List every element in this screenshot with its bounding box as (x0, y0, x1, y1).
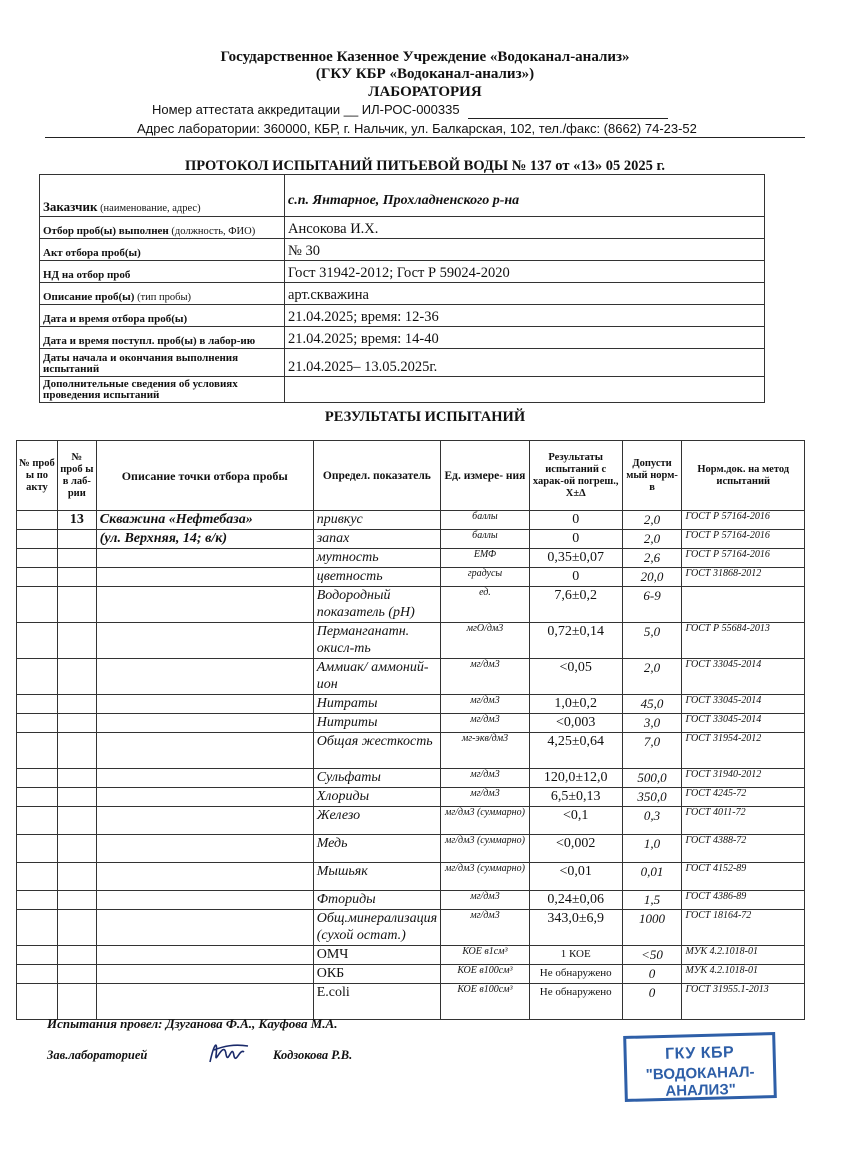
norm-cell: 20,0 (622, 568, 682, 587)
norm-cell: 5,0 (622, 623, 682, 659)
method-doc-cell: МУК 4.2.1018-01 (682, 965, 805, 984)
table-row (17, 769, 805, 788)
result-cell: <0,002 (529, 835, 622, 863)
lab-number-cell (57, 568, 96, 587)
unit-cell: мг/дм3 (441, 659, 530, 695)
head-label: Зав.лабораторией (47, 1048, 148, 1062)
norm-cell: 1,5 (622, 891, 682, 910)
receipt-date-value: 21.04.2025; время: 14-40 (285, 327, 765, 349)
act-number-cell (17, 965, 58, 984)
info-label: НД на отбор проб (40, 261, 285, 283)
method-doc-cell: МУК 4.2.1018-01 (682, 946, 805, 965)
norm-cell: <50 (622, 946, 682, 965)
act-number-cell (17, 788, 58, 807)
act-number-cell (17, 807, 58, 835)
sample-description-value: арт.скважина (285, 283, 765, 305)
info-label: Описание проб(ы) (тип пробы) (40, 283, 285, 305)
indicator-cell: Железо (313, 807, 440, 835)
sample-point-cell (96, 568, 313, 587)
act-number-cell (17, 587, 58, 623)
method-doc-cell: ГОСТ 18164-72 (682, 910, 805, 946)
head-name: Кодзокова Р.В. (273, 1048, 353, 1062)
sample-point-cell (96, 863, 313, 891)
method-doc-cell: ГОСТ 31955.1-2013 (682, 984, 805, 1020)
table-row (17, 788, 805, 807)
sample-point-cell (96, 733, 313, 769)
results-title: РЕЗУЛЬТАТЫ ИСПЫТАНИЙ (324, 409, 526, 425)
normdoc-value: Гост 31942-2012; Гост Р 59024-2020 (285, 261, 765, 283)
additional-info-value (285, 377, 765, 403)
tested-by: Испытания провел: Дзуганова Ф.А., Кауфова М.А. (47, 1016, 338, 1031)
norm-cell: 45,0 (622, 695, 682, 714)
lab-number-cell (57, 530, 96, 549)
results-table (16, 440, 805, 1020)
sample-point-cell (96, 549, 313, 568)
col-header: Определ. показатель (313, 441, 440, 511)
unit-cell: мг/дм3 (441, 910, 530, 946)
info-label: Даты начала и окончания выполнения испытаний (40, 349, 285, 377)
test-period-value: 21.04.2025– 13.05.2025г. (285, 349, 765, 377)
indicator-cell: запах (313, 530, 440, 549)
info-row (40, 283, 765, 305)
table-row (17, 549, 805, 568)
indicator-cell: E.coli (313, 984, 440, 1020)
table-row (17, 835, 805, 863)
unit-cell: ЕМФ (441, 549, 530, 568)
sample-point-cell (96, 695, 313, 714)
result-cell: 343,0±6,9 (529, 910, 622, 946)
col-header: Описание точки отбора пробы (96, 441, 313, 511)
info-row (40, 349, 765, 377)
norm-cell: 1,0 (622, 835, 682, 863)
lab-number-cell (57, 946, 96, 965)
unit-cell: мг/дм3 (441, 714, 530, 733)
unit-cell: ед. (441, 587, 530, 623)
method-doc-cell: ГОСТ 33045-2014 (682, 659, 805, 695)
act-number-cell (17, 769, 58, 788)
indicator-cell: ОМЧ (313, 946, 440, 965)
result-cell: 1 КОЕ (529, 946, 622, 965)
sample-point-cell (96, 623, 313, 659)
method-doc-cell: ГОСТ 4011-72 (682, 807, 805, 835)
info-row (40, 175, 765, 217)
unit-cell: КОЕ в100см³ (441, 965, 530, 984)
indicator-cell: привкус (313, 511, 440, 530)
norm-cell: 350,0 (622, 788, 682, 807)
norm-cell: 1000 (622, 910, 682, 946)
indicator-cell: цветность (313, 568, 440, 587)
sample-info-table (39, 174, 765, 403)
info-row (40, 305, 765, 327)
indicator-cell: Общ.минерализация (сухой остат.) (313, 910, 440, 946)
result-cell: 1,0±0,2 (529, 695, 622, 714)
unit-cell: мг/дм3 (441, 788, 530, 807)
norm-cell: 7,0 (622, 733, 682, 769)
organization-stamp (623, 1032, 777, 1102)
sample-point-cell (96, 965, 313, 984)
results-header-row (17, 441, 805, 511)
info-label: Дополнительные сведения об условиях проведения испытаний (40, 377, 285, 403)
stamp-line-1: ГКУ КБР (664, 1044, 735, 1063)
norm-cell: 500,0 (622, 769, 682, 788)
indicator-cell: Хлориды (313, 788, 440, 807)
method-doc-cell: ГОСТ 31940-2012 (682, 769, 805, 788)
method-doc-cell: ГОСТ 4388-72 (682, 835, 805, 863)
indicator-cell: мутность (313, 549, 440, 568)
indicator-cell: Медь (313, 835, 440, 863)
unit-cell: мг/дм3 (441, 695, 530, 714)
unit-cell: градусы (441, 568, 530, 587)
customer-value: с.п. Янтарное, Прохладненского р-на (285, 175, 765, 217)
col-header: Ед. измере- ния (441, 441, 530, 511)
info-label: Дата и время отбора проб(ы) (40, 305, 285, 327)
indicator-cell: Перманганатн. окисл-ть (313, 623, 440, 659)
norm-cell: 0 (622, 965, 682, 984)
lab-number-cell (57, 549, 96, 568)
lab-number-cell (57, 695, 96, 714)
indicator-cell: Мышьяк (313, 863, 440, 891)
act-number-cell (17, 946, 58, 965)
indicator-cell: ОКБ (313, 965, 440, 984)
unit-cell: баллы (441, 511, 530, 530)
result-cell: 0 (529, 568, 622, 587)
unit-cell: мг/дм3 (441, 769, 530, 788)
sampling-date-value: 21.04.2025; время: 12-36 (285, 305, 765, 327)
sample-point-cell (96, 910, 313, 946)
result-cell: Не обнаружено (529, 965, 622, 984)
table-row (17, 863, 805, 891)
indicator-cell: Нитраты (313, 695, 440, 714)
lab-number-cell (57, 788, 96, 807)
lab-number-cell (57, 659, 96, 695)
indicator-cell: Общая жесткость (313, 733, 440, 769)
table-row (17, 695, 805, 714)
act-number-cell (17, 623, 58, 659)
lab-number-cell: 13 (57, 511, 96, 530)
result-cell: Не обнаружено (529, 984, 622, 1020)
act-number-cell (17, 984, 58, 1020)
table-row (17, 910, 805, 946)
act-number-cell (17, 511, 58, 530)
unit-cell: мгО/дм3 (441, 623, 530, 659)
table-row (17, 965, 805, 984)
result-cell: <0,01 (529, 863, 622, 891)
info-label: Отбор проб(ы) выполнен (должность, ФИО) (40, 217, 285, 239)
info-row (40, 261, 765, 283)
indicator-cell: Водородный показатель (рН) (313, 587, 440, 623)
table-row (17, 946, 805, 965)
table-row (17, 511, 805, 530)
norm-cell: 0,3 (622, 807, 682, 835)
act-number-cell (17, 530, 58, 549)
lab-number-cell (57, 863, 96, 891)
sample-point-cell (96, 984, 313, 1020)
norm-cell: 0,01 (622, 863, 682, 891)
col-header: № проб ы в лаб- рии (57, 441, 96, 511)
unit-cell: мг/дм3 (суммарно) (441, 807, 530, 835)
result-cell: <0,1 (529, 807, 622, 835)
act-number-cell (17, 835, 58, 863)
method-doc-cell: ГОСТ 4386-89 (682, 891, 805, 910)
act-number-cell (17, 549, 58, 568)
result-cell: 0 (529, 530, 622, 549)
norm-cell: 2,6 (622, 549, 682, 568)
result-cell: 120,0±12,0 (529, 769, 622, 788)
unit-cell: мг-экв/дм3 (441, 733, 530, 769)
lab-number-cell (57, 984, 96, 1020)
act-number-cell (17, 659, 58, 695)
result-cell: 0,24±0,06 (529, 891, 622, 910)
norm-cell: 2,0 (622, 511, 682, 530)
lab-number-cell (57, 733, 96, 769)
header-rule (45, 137, 805, 138)
lab-address: Адрес лаборатории: 360000, КБР, г. Нальчик, ул. Балкарская, 102, тел./факс: (8662) 74-23-52 (137, 121, 697, 136)
method-doc-cell: ГОСТ Р 55684-2013 (682, 623, 805, 659)
sample-point-cell (96, 788, 313, 807)
table-row (17, 807, 805, 835)
result-cell: 0,35±0,07 (529, 549, 622, 568)
info-row (40, 239, 765, 261)
accreditation-number: Номер аттестата аккредитации __ ИЛ-РОС-000335 (152, 102, 460, 117)
sample-point-cell (96, 769, 313, 788)
table-row (17, 530, 805, 549)
stamp-line-2: "ВОДОКАНАЛ-АНАЛИЗ" (645, 1063, 755, 1100)
info-row (40, 327, 765, 349)
method-doc-cell: ГОСТ 31954-2012 (682, 733, 805, 769)
table-row (17, 659, 805, 695)
result-cell: 0,72±0,14 (529, 623, 622, 659)
act-number-cell (17, 568, 58, 587)
signature-icon (204, 1034, 254, 1070)
table-row (17, 623, 805, 659)
method-doc-cell: ГОСТ Р 57164-2016 (682, 549, 805, 568)
indicator-cell: Аммиак/ аммоний-ион (313, 659, 440, 695)
sample-point-cell: (ул. Верхняя, 14; в/к) (96, 530, 313, 549)
norm-cell: 2,0 (622, 530, 682, 549)
indicator-cell: Фториды (313, 891, 440, 910)
accreditation-underline (468, 118, 668, 119)
sample-point-cell: Скважина «Нефтебаза» (96, 511, 313, 530)
table-row (17, 891, 805, 910)
lab-number-cell (57, 835, 96, 863)
sample-point-cell (96, 891, 313, 910)
lab-number-cell (57, 623, 96, 659)
method-doc-cell (682, 587, 805, 623)
col-header: Результаты испытаний с харак-ой погреш., Х±Δ (529, 441, 622, 511)
info-label: Дата и время поступл. проб(ы) в лабор-ию (40, 327, 285, 349)
norm-cell: 0 (622, 984, 682, 1020)
sample-point-cell (96, 659, 313, 695)
indicator-cell: Нитриты (313, 714, 440, 733)
lab-number-cell (57, 965, 96, 984)
lab-number-cell (57, 769, 96, 788)
act-number-cell (17, 891, 58, 910)
unit-cell: мг/дм3 (суммарно) (441, 835, 530, 863)
signature (204, 1034, 254, 1070)
sample-point-cell (96, 835, 313, 863)
method-doc-cell: ГОСТ Р 57164-2016 (682, 530, 805, 549)
protocol-title: ПРОТОКОЛ ИСПЫТАНИЙ ПИТЬЕВОЙ ВОДЫ № 137 от «13» 05 2025 г. (184, 158, 666, 174)
sample-point-cell (96, 587, 313, 623)
method-doc-cell: ГОСТ 33045-2014 (682, 714, 805, 733)
unit-cell: КОЕ в100см³ (441, 984, 530, 1020)
org-name: Государственное Казенное Учреждение «Водоканал-анализ» (220, 49, 630, 65)
method-doc-cell: ГОСТ 4245-72 (682, 788, 805, 807)
unit-cell: мг/дм3 (суммарно) (441, 863, 530, 891)
act-number-cell (17, 733, 58, 769)
norm-cell: 6-9 (622, 587, 682, 623)
sample-point-cell (96, 807, 313, 835)
org-short-name: (ГКУ КБР «Водоканал-анализ») (315, 66, 535, 82)
act-number-cell (17, 695, 58, 714)
method-doc-cell: ГОСТ 31868-2012 (682, 568, 805, 587)
act-number-cell (17, 714, 58, 733)
unit-cell: мг/дм3 (441, 891, 530, 910)
act-number-cell (17, 910, 58, 946)
table-row (17, 733, 805, 769)
lab-number-cell (57, 807, 96, 835)
result-cell: 0 (529, 511, 622, 530)
indicator-cell: Сульфаты (313, 769, 440, 788)
unit-cell: КОЕ в1см³ (441, 946, 530, 965)
sampler-value: Ансокова И.Х. (285, 217, 765, 239)
unit-cell: баллы (441, 530, 530, 549)
norm-cell: 2,0 (622, 659, 682, 695)
table-row (17, 568, 805, 587)
method-doc-cell: ГОСТ 4152-89 (682, 863, 805, 891)
method-doc-cell: ГОСТ 33045-2014 (682, 695, 805, 714)
lab-title: ЛАБОРАТОРИЯ (368, 84, 482, 100)
lab-number-cell (57, 910, 96, 946)
table-row (17, 587, 805, 623)
sample-point-cell (96, 946, 313, 965)
info-row (40, 217, 765, 239)
table-row (17, 714, 805, 733)
lab-number-cell (57, 891, 96, 910)
result-cell: 7,6±0,2 (529, 587, 622, 623)
sample-point-cell (96, 714, 313, 733)
result-cell: 4,25±0,64 (529, 733, 622, 769)
table-row (17, 984, 805, 1020)
info-row (40, 377, 765, 403)
result-cell: <0,05 (529, 659, 622, 695)
act-number-cell (17, 863, 58, 891)
col-header: Норм.док. на метод испытаний (682, 441, 805, 511)
norm-cell: 3,0 (622, 714, 682, 733)
result-cell: <0,003 (529, 714, 622, 733)
col-header: № проб ы по акту (17, 441, 58, 511)
info-label: Заказчик (наименование, адрес) (40, 175, 285, 217)
info-label: Акт отбора проб(ы) (40, 239, 285, 261)
lab-number-cell (57, 714, 96, 733)
lab-number-cell (57, 587, 96, 623)
result-cell: 6,5±0,13 (529, 788, 622, 807)
col-header: Допусти мый норм-в (622, 441, 682, 511)
act-value: № 30 (285, 239, 765, 261)
method-doc-cell: ГОСТ Р 57164-2016 (682, 511, 805, 530)
